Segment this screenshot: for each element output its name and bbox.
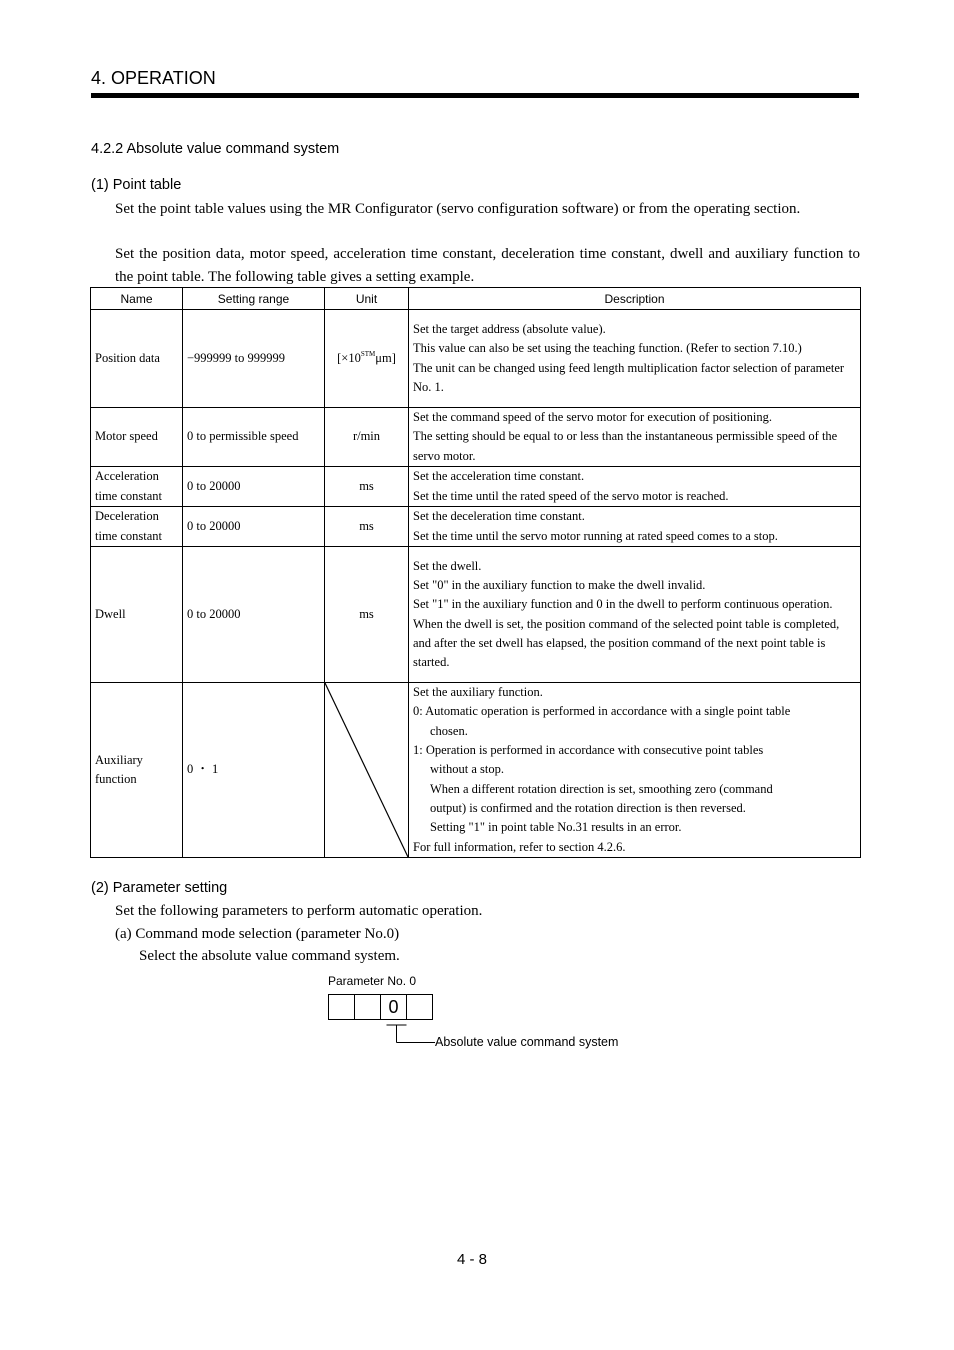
description-line: Set the command speed of the servo motor for execution of positioning. (413, 410, 772, 425)
table-header-row (91, 288, 861, 310)
row-description (409, 547, 861, 683)
row-range: 0 ・ 1 (183, 683, 325, 858)
description-line: Set "1" in the auxiliary function and 0 in the dwell to perform continuous operation. (413, 597, 833, 612)
column-header-name: Name (91, 288, 183, 310)
parameter-label: Parameter No. 0 (328, 974, 417, 988)
description-line: 1: Operation is performed in accordance with consecutive point tables (413, 743, 764, 758)
parameter-setting-paragraph: Set the following parameters to perform automatic operation. (115, 903, 483, 919)
table-row (91, 683, 861, 858)
point-table-paragraph-2: Set the position data, motor speed, acceleration time constant, deceleration time constant, dwell and auxiliary function to the point table. The following table gives a setting example. (115, 246, 860, 285)
description-line: When the dwell is set, the position command of the selected point table is completed, and after the set dwell has elapsed, the position command of the next point table is started. (413, 616, 840, 670)
point-table-heading: (1) Point table (91, 177, 182, 193)
row-description (409, 408, 861, 467)
description-line: 0: Automatic operation is performed in accordance with a single point table (413, 704, 791, 719)
command-mode-item: (a) Command mode selection (parameter No.0) (115, 926, 400, 942)
description-line: Set the time until the rated speed of the servo motor is reached. (413, 488, 729, 503)
parameter-digit-box (328, 994, 355, 1020)
row-range: −999999 to 999999 (183, 310, 325, 408)
row-description (409, 507, 861, 547)
point-table-paragraph-1: Set the point table values using the MR Configurator (servo configuration software) or from the operating section. (115, 201, 801, 217)
description-line: Set the target address (absolute value). (413, 321, 606, 336)
row-unit: ms (325, 547, 409, 683)
row-name: Deceleration time constant (91, 507, 183, 547)
description-line: Set the dwell. (413, 558, 482, 573)
row-unit-not-applicable (325, 683, 409, 858)
row-unit: r/min (325, 408, 409, 467)
point-table (90, 287, 861, 858)
chapter-rule (91, 93, 859, 98)
row-unit: ms (325, 467, 409, 507)
description-line: chosen. (430, 723, 468, 738)
description-line: Set the time until the servo motor running at rated speed comes to a stop. (413, 528, 778, 543)
row-name: Acceleration time constant (91, 467, 183, 507)
row-description (409, 683, 861, 858)
parameter-digit-box (354, 994, 381, 1020)
diagonal-slash (325, 683, 408, 857)
table-row (91, 467, 861, 507)
row-description (409, 467, 861, 507)
description-line: For full information, refer to section 4.2.6. (413, 839, 626, 854)
command-mode-description: Select the absolute value command system. (139, 948, 400, 964)
row-name: Motor speed (91, 408, 183, 467)
table-row (91, 547, 861, 683)
table-row (91, 408, 861, 467)
row-name: Position data (91, 310, 183, 408)
description-line: This value can also be set using the teaching function. (Refer to section 7.10.) (413, 341, 802, 356)
page-number: 4 - 8 (457, 1251, 488, 1268)
unit-prefix: [×10 (337, 350, 361, 365)
description-line: Set the acceleration time constant. (413, 469, 585, 484)
table-row (91, 310, 861, 408)
row-name: Auxiliary function (91, 683, 183, 858)
description-line: output) is confirmed and the rotation direction is then reversed. (430, 800, 746, 815)
row-range: 0 to 20000 (183, 507, 325, 547)
row-name: Dwell (91, 547, 183, 683)
description-line: The setting should be equal to or less than the instantaneous permissible speed of the servo motor. (413, 429, 838, 463)
column-header-unit: Unit (325, 288, 409, 310)
column-header-description: Description (409, 288, 861, 310)
description-line: When a different rotation direction is set, smoothing zero (command (430, 781, 773, 796)
row-range: 0 to 20000 (183, 547, 325, 683)
section-title: 4.2.2 Absolute value command system (91, 141, 340, 157)
parameter-digit-boxes (328, 994, 433, 1020)
description-line: The unit can be changed using feed length multiplication factor selection of parameter No. 1. (413, 360, 845, 394)
unit-superscript: STM (360, 349, 376, 358)
unit-suffix: μm] (375, 350, 396, 365)
description-line: without a stop. (430, 762, 504, 777)
description-line: Set the auxiliary function. (413, 685, 543, 700)
parameter-digit-box (406, 994, 433, 1020)
parameter-digit-box: 0 (380, 994, 407, 1020)
parameter-setting-heading: (2) Parameter setting (91, 880, 228, 896)
row-range: 0 to 20000 (183, 467, 325, 507)
row-unit: ms (325, 507, 409, 547)
chapter-title: 4. OPERATION (91, 68, 216, 88)
row-range: 0 to permissible speed (183, 408, 325, 467)
table-row (91, 507, 861, 547)
description-line: Setting "1" in point table No.31 results in an error. (430, 820, 682, 835)
row-unit (325, 310, 409, 408)
parameter-callout: Absolute value command system (435, 1035, 619, 1049)
row-description (409, 310, 861, 408)
callout-leader-line (386, 1020, 436, 1046)
description-line: Set "0" in the auxiliary function to make the dwell invalid. (413, 577, 706, 592)
column-header-setting-range: Setting range (183, 288, 325, 310)
description-line: Set the deceleration time constant. (413, 509, 585, 524)
